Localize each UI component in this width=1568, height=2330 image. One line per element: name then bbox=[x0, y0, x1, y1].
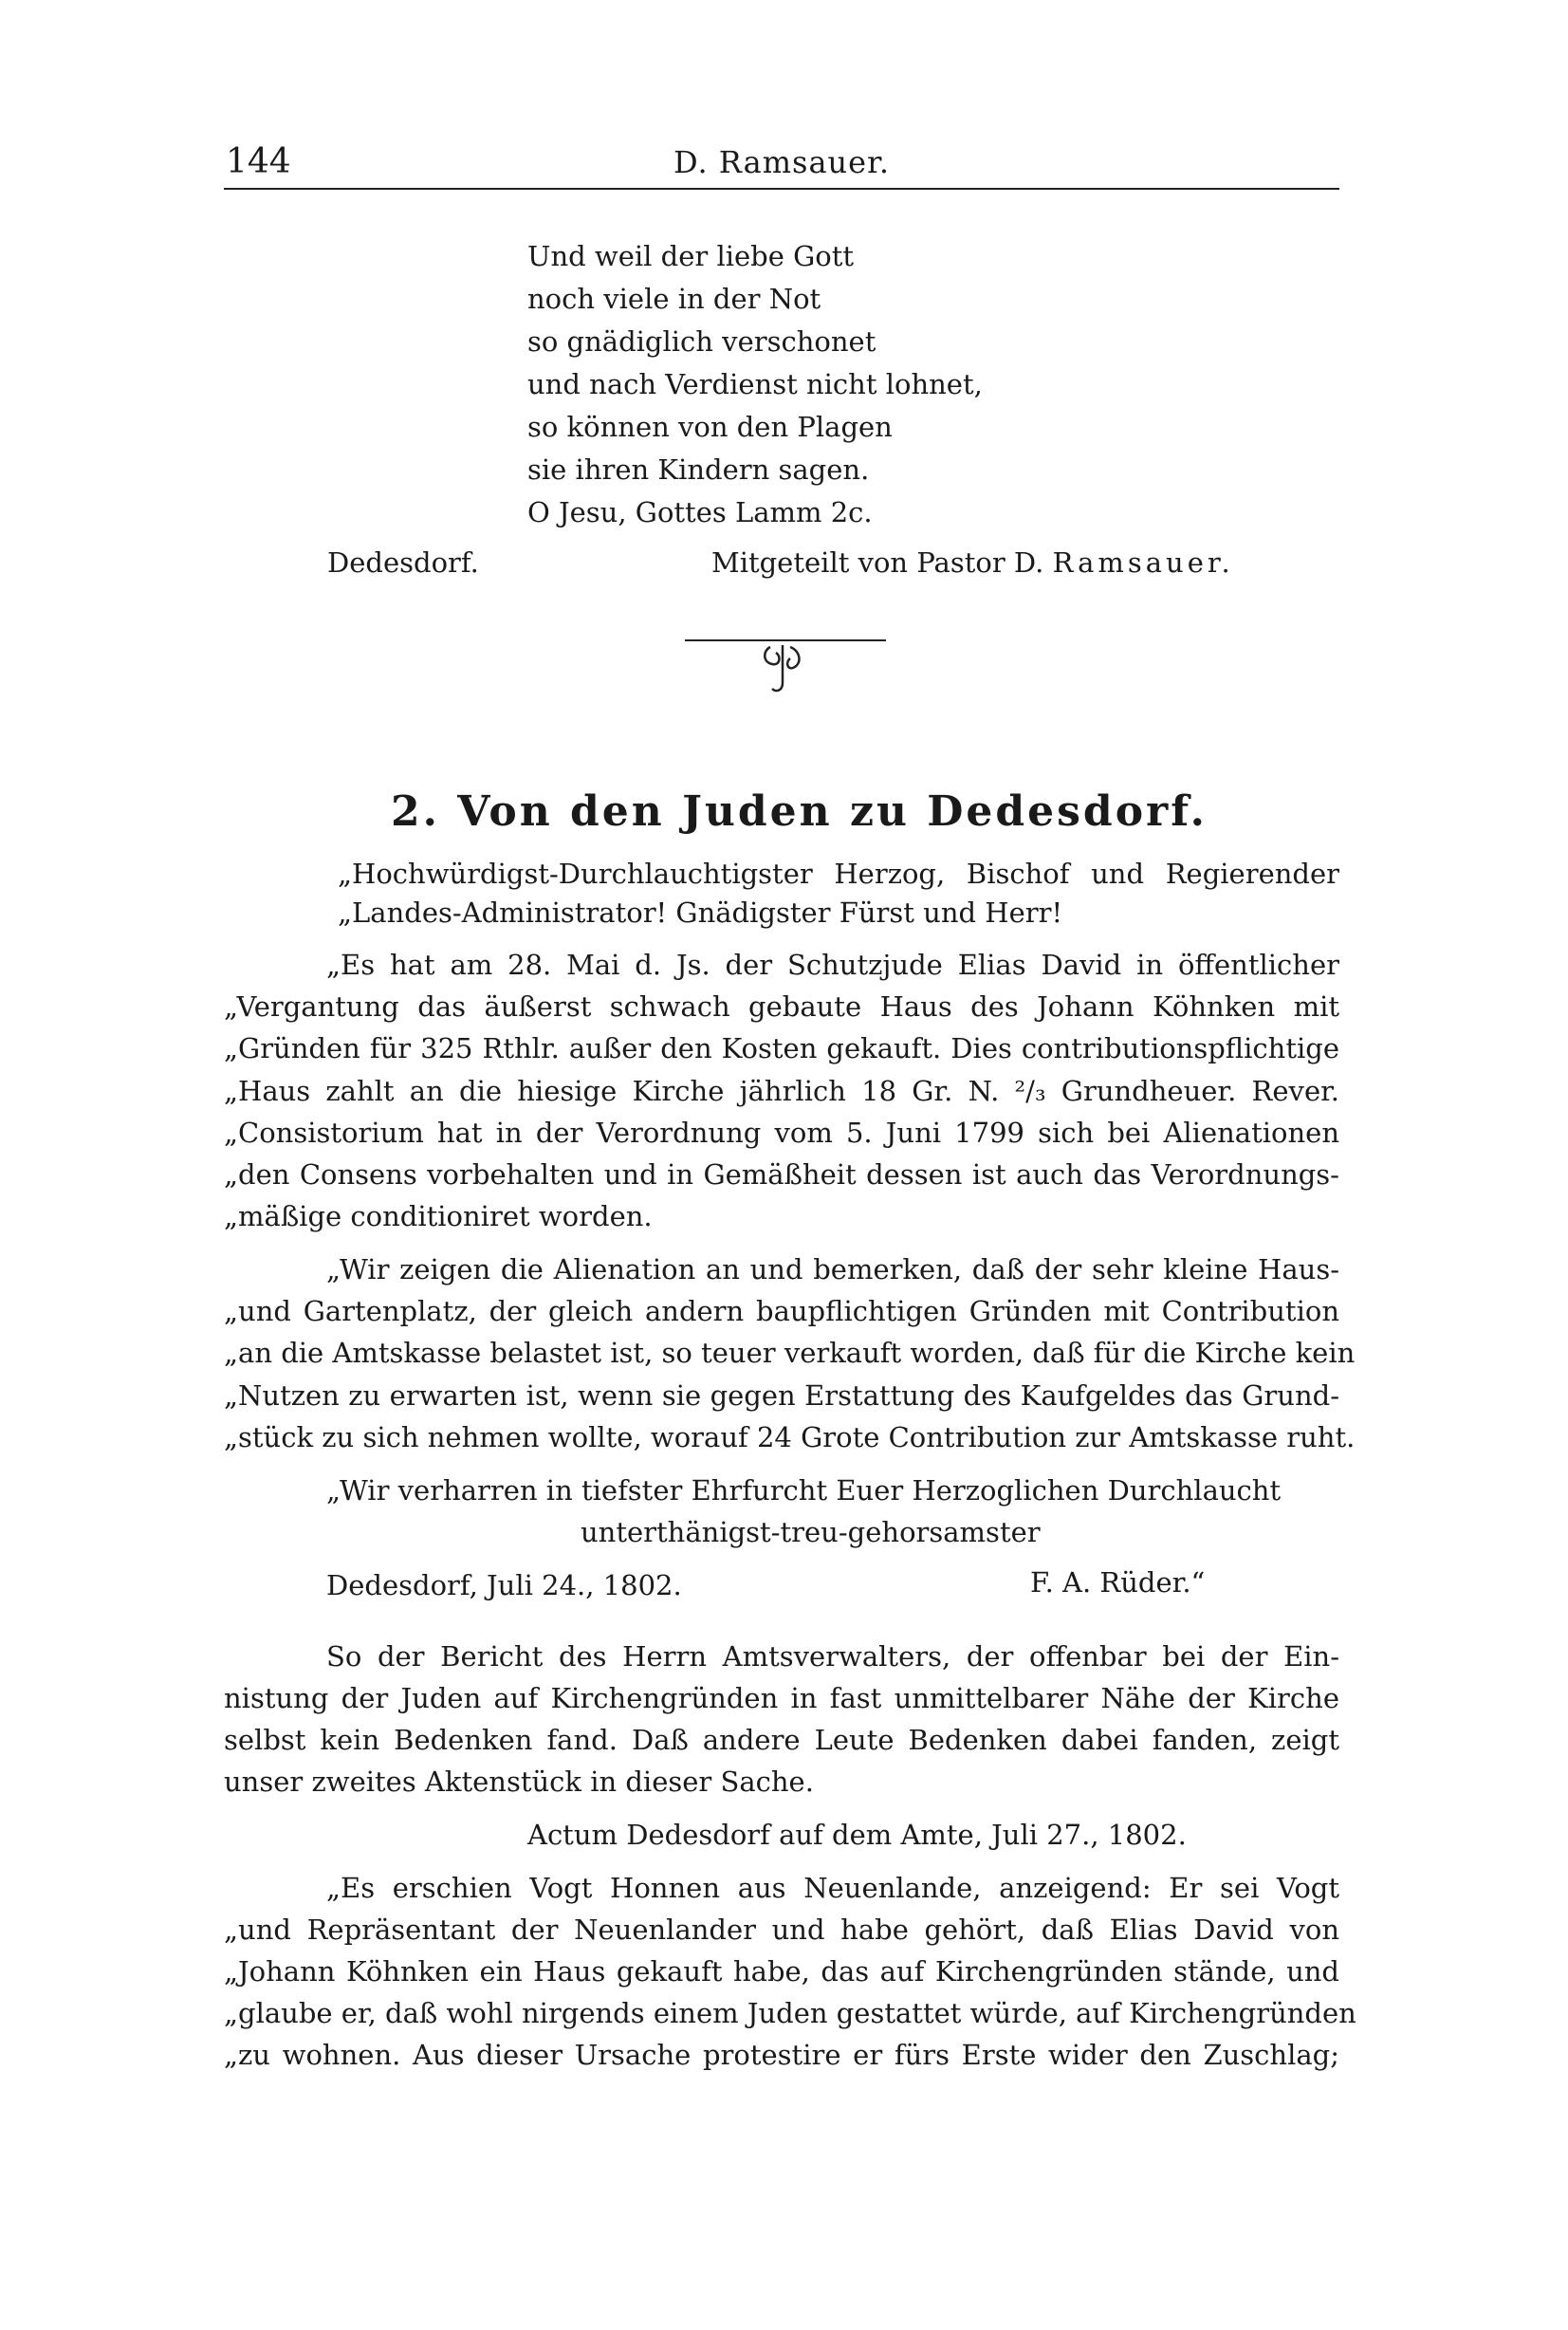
paragraph-line: „den Consens vorbehalten und in Gemäßheit dessen ist auch das Verordnungs- bbox=[224, 1158, 1339, 1191]
paragraph-line: „Vergantung das äußerst schwach gebaute Haus des Johann Köhnken mit bbox=[224, 990, 1339, 1023]
paragraph-line: „stück zu sich nehmen wollte, worauf 24 Grote Contribution zur Amtskasse ruht. bbox=[224, 1421, 1356, 1453]
paragraph-line: unser zweites Aktenstück in dieser Sache. bbox=[224, 1766, 814, 1798]
paragraph-line: „Es erschien Vogt Honnen aus Neuenlande, anzeigend: Er sei Vogt bbox=[326, 1872, 1339, 1904]
ornament-icon bbox=[759, 641, 806, 694]
closing-line: „Wir verharren in tiefster Ehrfurcht Euer Herzoglichen Durchlaucht bbox=[326, 1474, 1282, 1507]
poem-line: O Jesu, Gottes Lamm 2c. bbox=[527, 496, 873, 528]
poem-credit-name: Ramsauer. bbox=[1052, 546, 1234, 579]
poem-place: Dedesdorf. bbox=[327, 546, 479, 579]
paragraph-line: „und Gartenplatz, der gleich andern baupflichtigen Gründen mit Contribution bbox=[224, 1295, 1339, 1327]
paragraph-line: „Es hat am 28. Mai d. Js. der Schutzjude Elias David in öffentlicher bbox=[326, 949, 1339, 981]
signature-place-date: Dedesdorf, Juli 24., 1802. bbox=[326, 1569, 682, 1601]
poem-line: noch viele in der Not bbox=[527, 283, 821, 315]
paragraph-line: „mäßige conditioniret worden. bbox=[224, 1200, 653, 1232]
section-title: 2. Von den Juden zu Dedesdorf. bbox=[391, 787, 1208, 836]
address-line: „Landes-Administrator! Gnädigster Fürst und Herr! bbox=[338, 897, 1063, 929]
page-number: 144 bbox=[226, 142, 291, 181]
paragraph-line: „und Repräsentant der Neuenlander und habe gehört, daß Elias David von bbox=[224, 1914, 1339, 1946]
paragraph-line: nistung der Juden auf Kirchengründen in fast unmittelbarer Nähe der Kirche bbox=[224, 1682, 1339, 1714]
running-title: D. Ramsauer. bbox=[673, 144, 891, 180]
poem-line: sie ihren Kindern sagen. bbox=[527, 453, 870, 486]
signature-name: F. A. Rüder.“ bbox=[1030, 1566, 1206, 1599]
closing-line: unterthänigst-treu-gehorsamster bbox=[581, 1516, 1041, 1548]
address-line: „Hochwürdigst-Durchlauchtigster Herzog, Bischof und Regierender bbox=[338, 858, 1339, 890]
paragraph-line: „Consistorium hat in der Verordnung vom 5. Juni 1799 sich bei Alienationen bbox=[224, 1117, 1339, 1149]
page-header bbox=[224, 142, 1339, 190]
poem-line: Und weil der liebe Gott bbox=[527, 240, 855, 272]
poem-line: so können von den Plagen bbox=[527, 411, 893, 443]
paragraph-line: „glaube er, daß wohl nirgends einem Juden gestattet würde, auf Kirchengründen bbox=[224, 1997, 1356, 2029]
paragraph-line: „Haus zahlt an die hiesige Kirche jährlich 18 Gr. N. ²/₃ Grundheuer. Rever. bbox=[224, 1075, 1339, 1107]
paragraph-line: selbst kein Bedenken fand. Daß andere Leute Bedenken dabei fanden, zeigt bbox=[224, 1724, 1339, 1756]
paragraph-line: „an die Amtskasse belastet ist, so teuer verkauft worden, daß für die Kirche kein bbox=[224, 1337, 1356, 1369]
poem-line: und nach Verdienst nicht lohnet, bbox=[527, 368, 983, 400]
paragraph-line: „Nutzen zu erwarten ist, wenn sie gegen Erstattung des Kaufgeldes das Grund- bbox=[224, 1379, 1339, 1412]
poem bbox=[527, 235, 983, 534]
poem-credit bbox=[711, 546, 1234, 579]
poem-credit-prefix: Mitgeteilt von Pastor D. bbox=[711, 546, 1044, 579]
paragraph-line: „Johann Köhnken ein Haus gekauft habe, das auf Kirchengründen stände, und bbox=[224, 1955, 1339, 1988]
paragraph-line: „Wir zeigen die Alienation an und bemerken, daß der sehr kleine Haus- bbox=[326, 1253, 1339, 1285]
poem-line: so gnädiglich verschonet bbox=[527, 325, 876, 358]
paragraph-line: So der Bericht des Herrn Amtsverwalters, der offenbar bei der Ein- bbox=[326, 1640, 1339, 1673]
actum-line: Actum Dedesdorf auf dem Amte, Juli 27., 1802. bbox=[527, 1819, 1187, 1851]
paragraph-line: „Gründen für 325 Rthlr. außer den Kosten gekauft. Dies contributionspflichtige bbox=[224, 1032, 1339, 1064]
paragraph-line: „zu wohnen. Aus dieser Ursache protestire er fürs Erste wider den Zuschlag; bbox=[224, 2039, 1339, 2071]
